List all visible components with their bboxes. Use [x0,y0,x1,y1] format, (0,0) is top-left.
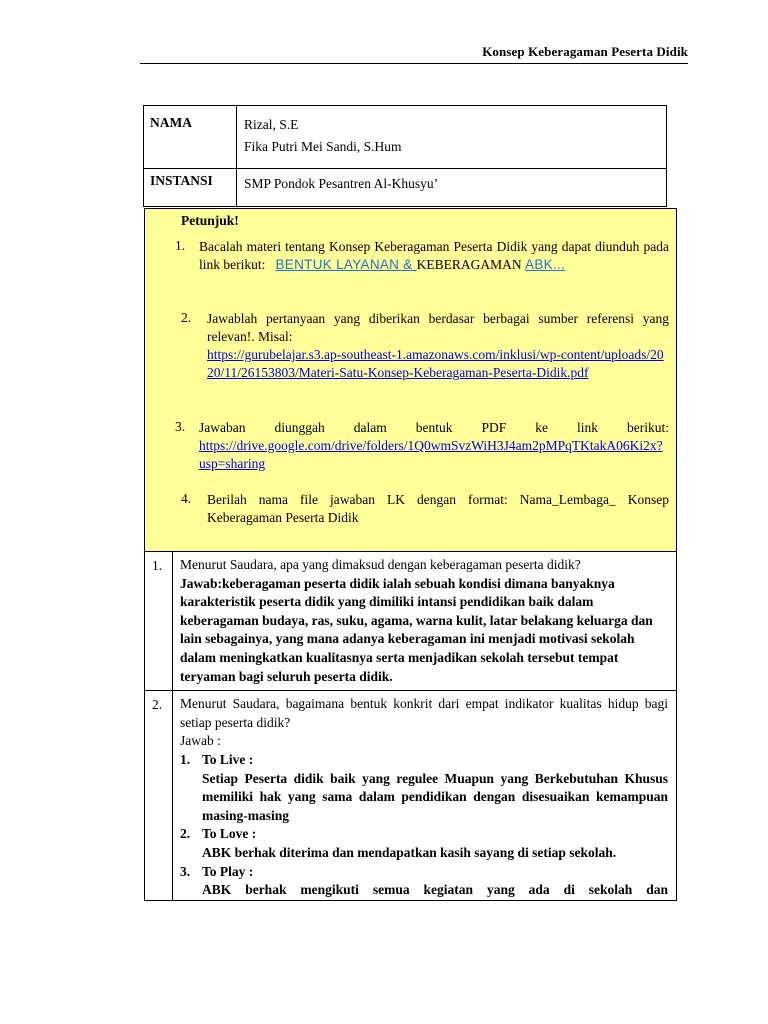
indicator-1-number: 1. [180,751,191,767]
instructions-title: Petunjuk! [181,213,239,228]
instruction-1 [199,238,669,274]
instruction-1-text-after: KEBERAGAMAN [416,257,526,272]
worksheet-table [144,208,677,901]
instruction-3 [199,419,669,473]
instruction-2-text: Jawablah pertanyaan yang diberikan berdasar berbagai sumber referensi yang relevan!. Misal: [207,311,669,344]
indicator-item [180,751,668,825]
answer-1-text: Jawab:keberagaman peserta didik ialah sebuah kondisi dimana banyaknya karakteristik peserta didik yang dimiliki intansi pendidikan baik dalam keberagaman budaya, ras, suku, agama, warna kulit, latar belakang keluarga dan lain sebagainya, yang mana adanya keberagaman ini menjadi motivasi sekolah dalam meningkatkan kualitasnya serta menjadikan sekolah tersebut tempat teryaman bagi seluruh peserta didik. [180,575,653,684]
instruction-3-text: Jawaban diunggah dalam bentuk PDF ke link berikut: [199,420,669,435]
indicator-2-title: To Love : [202,826,257,842]
document-header-title: Konsep Keberagaman Peserta Didik [482,44,688,59]
instructions-box [145,209,676,552]
question-1-number: 1. [145,552,173,690]
header-rule [140,63,688,64]
answer-2-label: Jawab : [180,733,221,749]
indicator-item [180,825,668,862]
instruction-2 [207,310,669,382]
indicator-1-title: To Live : [202,751,254,767]
instruction-3-number: 3. [175,419,186,434]
instruction-2-link[interactable]: https://gurubelajar.s3.ap-southeast-1.amazonaws.com/inklusi/wp-content/uploads/2020/11/26153803/Materi-Satu-Konsep-Keberagaman-Peserta-Didik.pdf [207,347,664,380]
nama-value [237,106,667,169]
question-row-1 [145,552,676,691]
nama-line-1: Rizal, S.E [244,117,299,132]
question-1-cell [173,552,676,690]
question-1-text: Menurut Saudara, apa yang dimaksud dengan keberagaman peserta didik? [180,557,581,572]
question-row-2 [145,691,676,900]
indicator-3-number: 3. [180,863,191,879]
indicator-3-text: ABK berhak mengikuti semua kegiatan yang ada di sekolah dan [202,882,668,898]
indicator-2-number: 2. [180,826,191,842]
instruction-1-number: 1. [175,238,186,253]
indicator-item [180,863,668,900]
indicator-1-text: Setiap Peserta didik baik yang regulee Muapun yang Berkebutuhan Khusus memiliki hak yang sama dalam pendidikan dengan disesuaikan kemampuan masing-masing [202,770,668,823]
question-2-number: 2. [145,691,173,900]
nama-label: NAMA [144,106,237,169]
instruction-3-link[interactable]: https://drive.google.com/drive/folders/1Q0wmSvzWiH3J4am2pMPqTKtakA06Ki2x?usp=sharing [199,438,663,471]
instruction-4-number: 4. [181,491,192,506]
indicator-3-title: To Play : [202,863,254,879]
instansi-label: INSTANSI [144,169,237,207]
instruction-1-link[interactable]: BENTUK LAYANAN & [275,257,417,272]
indicator-2-text: ABK berhak diterima dan mendapatkan kasih sayang di setiap sekolah. [202,844,617,860]
identity-table [143,105,667,207]
nama-line-2: Fika Putri Mei Sandi, S.Hum [244,139,402,154]
instansi-value: SMP Pondok Pesantren Al-Khusyu’ [237,169,667,207]
instruction-4: Berilah nama file jawaban LK dengan format: Nama_Lembaga_ Konsep Keberagaman Peserta Didik [207,492,669,525]
question-2-cell [173,691,676,900]
instruction-1-link-2[interactable]: ABK... [525,257,566,272]
question-2-text: Menurut Saudara, bagaimana bentuk konkrit dari empat indikator kualitas hidup bagi setiap peserta didik? [180,696,668,730]
instruction-2-number: 2. [181,310,192,325]
instruction-1-text: Bacalah materi tentang Konsep Keberagaman Peserta Didik yang dapat diunduh pada link berikut: [199,239,669,272]
